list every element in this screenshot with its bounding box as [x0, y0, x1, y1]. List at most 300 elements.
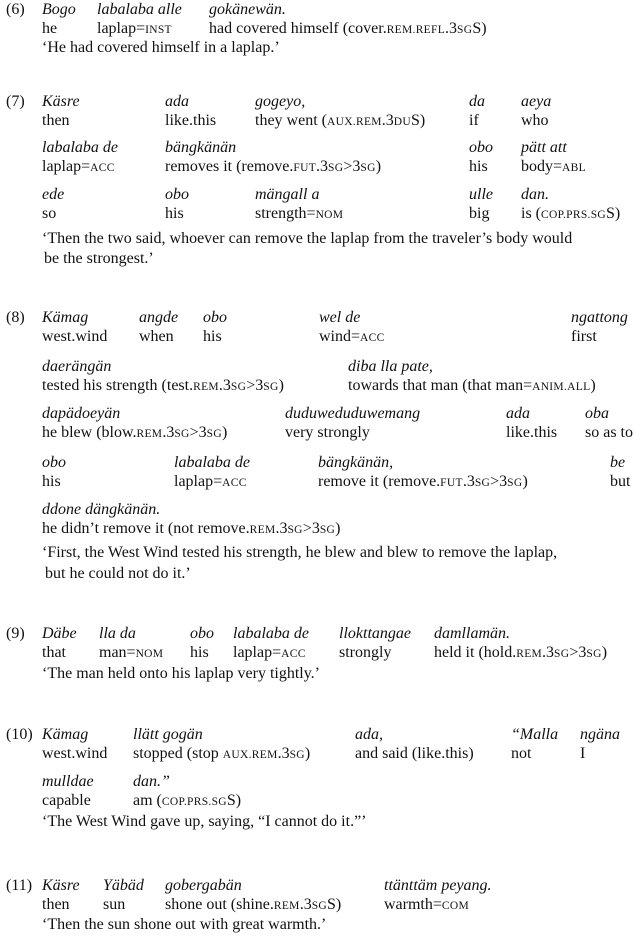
source-word: ttänttäm peyang.	[384, 877, 492, 894]
word-gloss-pair	[42, 308, 107, 346]
gloss-segment: .3	[299, 896, 312, 913]
gloss-segment: had covered himself (cover.	[209, 20, 387, 37]
gloss-segment: .3	[316, 158, 329, 175]
gloss-segment: am (	[133, 792, 162, 809]
gloss-text	[203, 327, 227, 346]
gloss-segment: tested his strength (test.	[42, 377, 194, 394]
gloss-text	[165, 111, 216, 130]
gloss-text	[580, 744, 620, 763]
source-word: gokänewän.	[209, 1, 286, 18]
gloss-text	[285, 423, 420, 442]
source-word: Bogo	[42, 1, 76, 18]
example-number: (11)	[6, 877, 33, 894]
gloss-abbreviation: NOM	[135, 648, 164, 660]
free-translation: but he could not do it.’	[45, 565, 191, 582]
source-word: “Malla	[511, 726, 559, 743]
gloss-segment: held it (hold.	[434, 644, 517, 661]
source-word: ulle	[469, 186, 493, 203]
gloss-segment: laplap=	[174, 473, 223, 490]
gloss-text	[42, 19, 76, 38]
gloss-abbreviation: SG	[174, 428, 190, 440]
gloss-text	[209, 19, 487, 40]
gloss-segment: .3	[218, 377, 231, 394]
gloss-abbreviation: SG	[474, 477, 491, 489]
source-word: pätt att	[521, 139, 567, 156]
gloss-text	[469, 204, 493, 223]
word-gloss-pair	[571, 308, 628, 346]
word-gloss-pair	[42, 876, 80, 914]
gloss-segment: big	[469, 205, 490, 222]
gloss-segment: strongly	[339, 644, 392, 661]
gloss-segment: >3	[569, 644, 587, 661]
gloss-text	[42, 204, 64, 223]
gloss-text	[469, 111, 485, 130]
source-word: labalaba de	[174, 454, 250, 471]
gloss-segment: west.wind	[42, 745, 108, 762]
source-word: Yäbäd	[103, 877, 144, 894]
source-word: ngattong	[571, 309, 628, 326]
gloss-abbreviation: ABL	[562, 162, 586, 174]
gloss-text	[318, 472, 528, 493]
word-gloss-pair	[521, 138, 586, 178]
gloss-segment: warmth=	[384, 896, 442, 913]
word-gloss-pair	[133, 725, 310, 765]
word-gloss-pair	[233, 624, 309, 664]
source-word: Däbe	[42, 625, 77, 642]
gloss-segment: laplap=	[42, 158, 91, 175]
gloss-abbreviation: DU	[393, 116, 412, 128]
gloss-abbreviation: REM	[273, 900, 300, 912]
gloss-segment: his	[190, 644, 209, 661]
gloss-abbreviation: AUX.REM	[222, 749, 278, 761]
source-word: lla da	[99, 625, 136, 642]
gloss-segment: >3	[490, 473, 508, 490]
gloss-text	[255, 111, 425, 132]
gloss-text	[42, 423, 227, 444]
gloss-row	[0, 0, 640, 38]
example-block	[0, 876, 640, 936]
gloss-segment: like.this	[165, 112, 217, 129]
word-gloss-pair	[165, 92, 216, 130]
gloss-segment: .3	[462, 473, 475, 490]
gloss-text	[511, 744, 558, 763]
example-number: (6)	[6, 1, 25, 18]
gloss-row	[0, 92, 640, 130]
gloss-segment: )	[221, 424, 228, 441]
gloss-segment: is (	[521, 205, 541, 222]
gloss-text	[610, 472, 630, 491]
gloss-abbreviation: SG	[328, 162, 344, 174]
gloss-text	[42, 519, 340, 540]
gloss-segment: S)	[411, 112, 426, 129]
source-word: bängkänän,	[318, 454, 394, 471]
source-word: aeya	[521, 93, 552, 110]
gloss-segment: S)	[606, 205, 621, 222]
source-word: llokttangae	[339, 625, 411, 642]
gloss-text	[521, 204, 620, 225]
gloss-abbreviation: FUT	[440, 477, 463, 489]
word-gloss-pair	[255, 92, 425, 132]
gloss-segment: very strongly	[285, 424, 370, 441]
gloss-row	[0, 500, 640, 538]
gloss-segment: that	[42, 644, 66, 661]
word-gloss-pair	[174, 453, 250, 493]
gloss-abbreviation: SG	[457, 24, 473, 36]
gloss-segment: stopped (stop	[133, 745, 223, 762]
gloss-row	[0, 772, 640, 810]
gloss-text	[233, 643, 309, 664]
gloss-abbreviation: SG	[507, 477, 523, 489]
gloss-abbreviation: COP.PRS.SG	[161, 796, 227, 808]
word-gloss-pair	[99, 624, 163, 664]
word-gloss-pair	[133, 772, 241, 812]
gloss-text	[319, 327, 385, 348]
gloss-text	[571, 327, 628, 346]
source-word: bängkänän	[165, 139, 237, 156]
word-gloss-pair	[348, 357, 596, 397]
gloss-segment: they went (	[255, 112, 327, 129]
source-word: ada	[506, 405, 530, 422]
word-gloss-pair	[339, 624, 411, 662]
gloss-segment: when	[139, 328, 174, 345]
gloss-segment: .3	[162, 424, 175, 441]
source-word: obo	[190, 625, 214, 642]
gloss-abbreviation: SG	[289, 749, 305, 761]
gloss-segment: )	[590, 377, 596, 394]
gloss-text	[99, 643, 163, 664]
free-translation: ‘Then the sun shone out with great warmth.’	[42, 916, 327, 933]
word-gloss-pair	[610, 453, 630, 491]
gloss-text	[255, 204, 343, 225]
gloss-abbreviation: SG	[263, 381, 279, 393]
gloss-row	[0, 404, 640, 442]
word-gloss-pair	[255, 185, 343, 225]
example-number: (7)	[6, 93, 25, 110]
gloss-segment: if	[469, 112, 479, 129]
gloss-segment: )	[375, 158, 382, 175]
word-gloss-pair	[469, 92, 485, 130]
gloss-segment: capable	[42, 792, 91, 809]
gloss-text	[434, 643, 607, 664]
free-translation: be the strongest.’	[44, 250, 154, 267]
gloss-abbreviation: COM	[441, 900, 470, 912]
source-word: obo	[203, 309, 227, 326]
gloss-text	[103, 895, 144, 914]
gloss-abbreviation: AUX.REM	[326, 116, 382, 128]
gloss-text	[174, 472, 250, 493]
gloss-segment: who	[521, 112, 549, 129]
gloss-row	[0, 308, 640, 346]
gloss-segment: )	[335, 520, 341, 537]
gloss-segment: S)	[472, 20, 487, 37]
free-translation: ‘First, the West Wind tested his strength, he blew and blew to remove the laplap,	[42, 544, 558, 561]
source-word: diba lla pate,	[348, 358, 433, 375]
gloss-text	[42, 744, 107, 763]
gloss-abbreviation: SG	[554, 648, 570, 660]
gloss-segment: his	[203, 328, 222, 345]
example-block	[0, 308, 640, 582]
gloss-segment: not	[511, 745, 532, 762]
gloss-abbreviation: REM	[249, 524, 276, 536]
gloss-text	[139, 327, 178, 346]
example-number: (8)	[6, 309, 25, 326]
word-gloss-pair	[209, 0, 487, 40]
word-gloss-pair	[165, 876, 341, 916]
gloss-abbreviation: ACC	[360, 332, 385, 344]
gloss-segment: )	[522, 473, 528, 490]
source-word: mulldae	[42, 773, 94, 790]
gloss-segment: then	[42, 896, 70, 913]
gloss-text	[42, 643, 77, 662]
gloss-text	[42, 895, 80, 914]
source-word: labalaba de	[42, 139, 118, 156]
gloss-text	[339, 643, 411, 662]
gloss-segment: I	[580, 745, 586, 762]
gloss-row	[0, 138, 640, 176]
source-word: dapädoeyän	[42, 405, 121, 422]
gloss-row	[0, 357, 640, 395]
gloss-text	[97, 19, 182, 40]
gloss-segment: so	[42, 205, 57, 222]
gloss-abbreviation: REM	[136, 428, 163, 440]
gloss-segment: >3	[343, 158, 361, 175]
gloss-abbreviation: REM	[516, 648, 543, 660]
gloss-text	[348, 376, 596, 397]
gloss-segment: so as to	[585, 424, 633, 441]
word-gloss-pair	[580, 725, 620, 763]
free-translation: ‘Then the two said, whoever can remove the laplap from the traveler’s body would	[42, 230, 573, 247]
gloss-segment: >3	[302, 520, 320, 537]
gloss-text	[42, 327, 107, 346]
word-gloss-pair	[139, 308, 178, 346]
gloss-segment: .3	[275, 520, 288, 537]
source-word: be	[610, 454, 626, 471]
gloss-abbreviation: SG	[319, 524, 336, 536]
word-gloss-pair	[511, 725, 558, 763]
word-gloss-pair	[203, 308, 227, 346]
gloss-abbreviation: SG	[230, 381, 247, 393]
gloss-row	[0, 453, 640, 491]
gloss-abbreviation: ACC	[281, 648, 306, 660]
gloss-abbreviation: INST	[145, 24, 172, 36]
source-word: obo	[42, 454, 66, 471]
source-word: damllamän.	[434, 625, 510, 642]
word-gloss-pair	[97, 0, 182, 40]
gloss-segment: body=	[521, 158, 563, 175]
word-gloss-pair	[42, 772, 94, 810]
source-word: wel de	[319, 309, 361, 326]
example-block	[0, 624, 640, 684]
gloss-segment: remove it (remove.	[318, 473, 441, 490]
source-word: obo	[165, 186, 189, 203]
gloss-abbreviation: SG	[311, 900, 328, 912]
gloss-segment: laplap=	[233, 644, 282, 661]
gloss-segment: >3	[189, 424, 207, 441]
gloss-segment: strength=	[255, 205, 316, 222]
word-gloss-pair	[42, 500, 340, 540]
gloss-text	[133, 791, 241, 812]
source-word: ede	[42, 186, 65, 203]
gloss-segment: like.this	[506, 424, 558, 441]
gloss-text	[133, 744, 310, 765]
gloss-segment: man=	[99, 644, 136, 661]
gloss-segment: towards that man (that man=	[348, 377, 533, 394]
gloss-segment: his	[165, 205, 184, 222]
word-gloss-pair	[521, 92, 551, 130]
gloss-abbreviation: ACC	[90, 162, 115, 174]
word-gloss-pair	[384, 876, 492, 916]
word-gloss-pair	[469, 185, 493, 223]
word-gloss-pair	[434, 624, 607, 664]
source-word: duduweduduwemang	[285, 405, 421, 422]
gloss-text	[165, 204, 189, 223]
source-word: Käsre	[42, 93, 80, 110]
gloss-segment: he didn’t remove it (not remove.	[42, 520, 250, 537]
source-word: dan.”	[133, 773, 170, 790]
gloss-row	[0, 185, 640, 223]
free-translation: ‘He had covered himself in a laplap.’	[42, 39, 280, 56]
word-gloss-pair	[165, 185, 189, 223]
example-block	[0, 92, 640, 267]
source-word: Kämag	[42, 309, 89, 326]
source-word: Käsre	[42, 877, 80, 894]
gloss-abbreviation: REM.REFL	[386, 24, 446, 36]
gloss-row	[0, 876, 640, 914]
gloss-text	[42, 791, 94, 810]
gloss-text	[42, 376, 284, 397]
gloss-segment: removes it (remove.	[165, 158, 294, 175]
gloss-abbreviation: SG	[287, 524, 303, 536]
gloss-abbreviation: FUT	[293, 162, 317, 174]
word-gloss-pair	[585, 404, 633, 442]
gloss-abbreviation: NOM	[315, 209, 344, 221]
source-word: ada,	[355, 726, 383, 743]
source-word: obo	[469, 139, 493, 156]
gloss-abbreviation: COP.PRS.SG	[541, 209, 607, 221]
source-word: llätt gogän	[133, 726, 203, 743]
gloss-text	[585, 423, 633, 442]
word-gloss-pair	[521, 185, 620, 225]
gloss-segment: west.wind	[42, 328, 108, 345]
gloss-segment: and said (like.this)	[355, 745, 474, 762]
gloss-abbreviation: REM	[193, 381, 219, 393]
gloss-text	[42, 111, 80, 130]
word-gloss-pair	[42, 185, 64, 223]
word-gloss-pair	[42, 357, 284, 397]
word-gloss-pair	[506, 404, 557, 442]
gloss-segment: first	[571, 328, 597, 345]
source-word: daerängän	[42, 358, 112, 375]
gloss-row	[0, 624, 640, 662]
gloss-text	[521, 157, 586, 178]
source-word: oba	[585, 405, 609, 422]
word-gloss-pair	[103, 876, 144, 914]
gloss-abbreviation: ANIM.ALL	[532, 381, 591, 393]
word-gloss-pair	[42, 725, 107, 763]
word-gloss-pair	[42, 404, 227, 444]
gloss-text	[190, 643, 214, 662]
gloss-segment: >3	[246, 377, 264, 394]
gloss-text	[355, 744, 474, 763]
gloss-segment: then	[42, 112, 70, 129]
source-word: gogeyo,	[255, 93, 306, 110]
gloss-segment: he	[42, 20, 58, 37]
source-word: ada	[165, 93, 189, 110]
gloss-segment: .3	[381, 112, 394, 129]
gloss-segment: )	[601, 644, 608, 661]
example-number: (9)	[6, 625, 25, 642]
gloss-segment: S)	[226, 792, 242, 809]
source-word: da	[469, 93, 485, 110]
word-gloss-pair	[318, 453, 528, 493]
free-translation: ‘The West Wind gave up, saying, “I cannot do it.”’	[42, 813, 367, 830]
gloss-segment: shone out (shine.	[165, 896, 274, 913]
word-gloss-pair	[165, 138, 381, 178]
word-gloss-pair	[42, 624, 77, 662]
word-gloss-pair	[42, 138, 118, 178]
word-gloss-pair	[190, 624, 214, 662]
gloss-text	[521, 111, 551, 130]
word-gloss-pair	[42, 453, 66, 491]
gloss-segment: but	[610, 473, 631, 490]
gloss-segment: .3	[445, 20, 458, 37]
gloss-segment: his	[42, 473, 61, 490]
gloss-segment: laplap=	[97, 20, 146, 37]
gloss-abbreviation: SG	[360, 162, 376, 174]
gloss-text	[469, 157, 493, 176]
word-gloss-pair	[42, 0, 76, 38]
gloss-segment: .3	[277, 745, 290, 762]
gloss-segment: )	[304, 745, 311, 762]
gloss-text	[506, 423, 557, 442]
source-word: dan.	[521, 186, 549, 203]
gloss-segment: wind=	[319, 328, 361, 345]
gloss-segment: .3	[542, 644, 555, 661]
source-word: gobergabän	[165, 877, 242, 894]
gloss-abbreviation: SG	[586, 648, 602, 660]
free-translation: ‘The man held onto his laplap very tightly.’	[42, 665, 321, 682]
gloss-abbreviation: SG	[206, 428, 222, 440]
gloss-row	[0, 725, 640, 763]
word-gloss-pair	[355, 725, 474, 763]
gloss-segment: he blew (blow.	[42, 424, 137, 441]
word-gloss-pair	[469, 138, 493, 176]
gloss-segment: )	[278, 377, 284, 394]
source-word: ddone dängkänän.	[42, 501, 161, 518]
word-gloss-pair	[285, 404, 420, 442]
gloss-text	[42, 472, 66, 491]
gloss-abbreviation: ACC	[222, 477, 247, 489]
gloss-text	[165, 157, 381, 178]
example-block	[0, 725, 640, 830]
source-word: angde	[139, 309, 179, 326]
gloss-segment: his	[469, 158, 488, 175]
source-word: ngäna	[580, 726, 620, 743]
source-word: Kämag	[42, 726, 89, 743]
source-word: labalaba de	[233, 625, 309, 642]
gloss-text	[42, 157, 118, 178]
gloss-segment: sun	[103, 896, 126, 913]
gloss-text	[165, 895, 341, 916]
gloss-segment: S)	[327, 896, 342, 913]
word-gloss-pair	[319, 308, 385, 348]
source-word: labalaba alle	[97, 1, 182, 18]
example-number: (10)	[6, 726, 33, 743]
word-gloss-pair	[42, 92, 80, 130]
source-word: mängall a	[255, 186, 320, 203]
example-block	[0, 0, 640, 60]
gloss-text	[384, 895, 492, 916]
